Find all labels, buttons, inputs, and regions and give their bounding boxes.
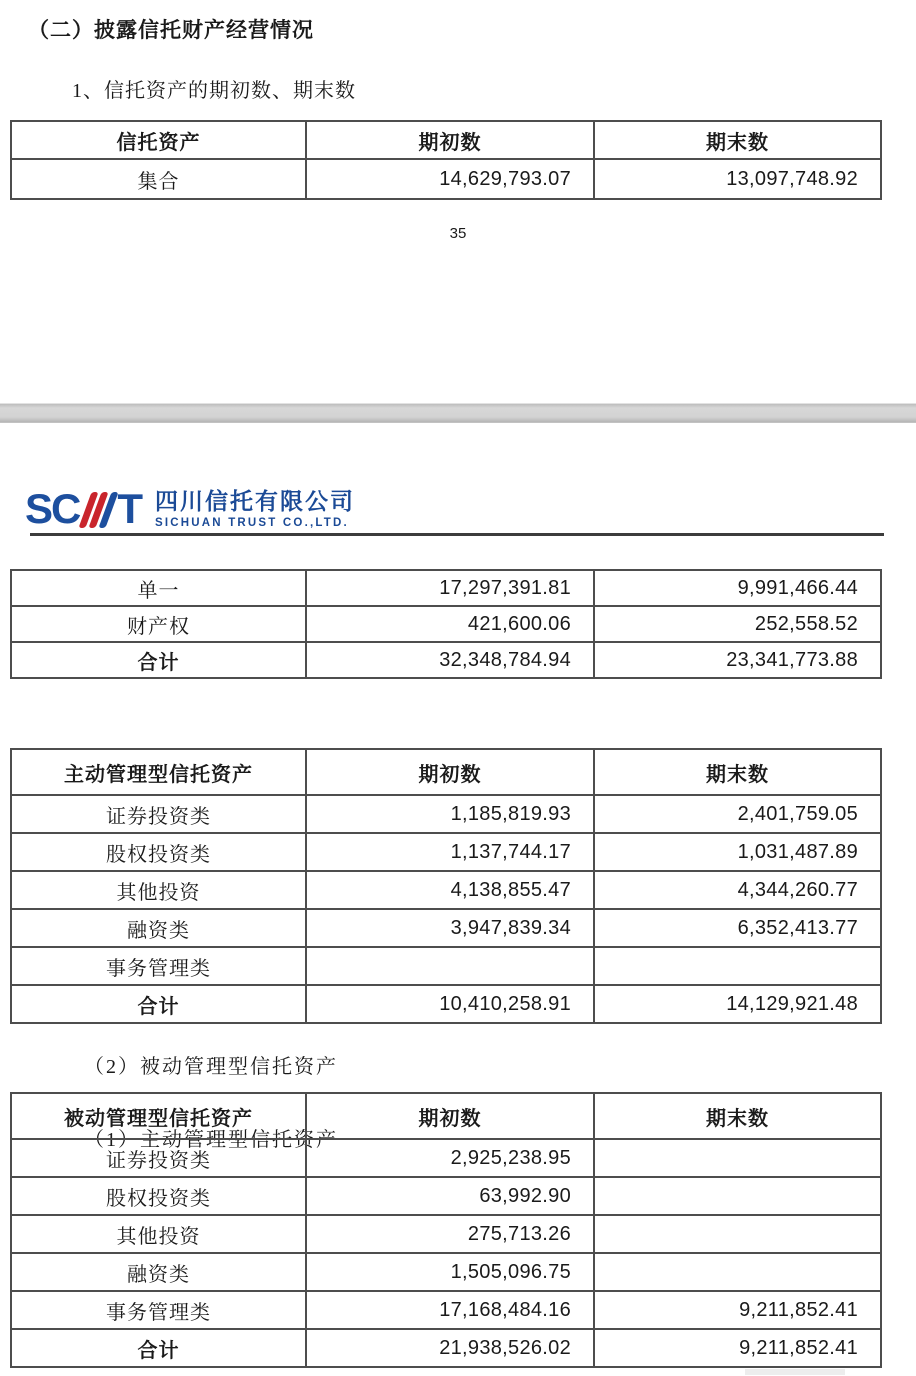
table-total-row <box>11 642 881 678</box>
passive-section-heading: （2）被动管理型信托资产 <box>84 1056 338 1078</box>
logo-stripes-icon <box>85 492 115 528</box>
company-logo <box>25 487 355 535</box>
closing-balance-cell <box>594 1139 881 1177</box>
row-label-cell: 其他投资 <box>11 1215 306 1253</box>
closing-balance-cell: 13,097,748.92 <box>594 159 881 199</box>
logo-mark <box>25 487 141 531</box>
table-row <box>11 833 881 871</box>
row-label-cell: 融资类 <box>11 909 306 947</box>
opening-balance-cell <box>306 947 594 985</box>
passive-management-table <box>10 1092 882 1368</box>
row-label-cell: 股权投资类 <box>11 1177 306 1215</box>
logo-letter-t: T <box>117 485 142 532</box>
opening-balance-cell: 2,925,238.95 <box>306 1139 594 1177</box>
closing-balance-cell <box>594 947 881 985</box>
closing-balance-cell: 1,031,487.89 <box>594 833 881 871</box>
logo-letter-s: S <box>25 485 52 532</box>
trust-assets-table-continuation <box>10 569 882 679</box>
table-row <box>11 570 881 606</box>
table-header-row <box>11 121 881 159</box>
company-name-en: SICHUAN TRUST CO.,LTD. <box>155 517 349 529</box>
table-total-row <box>11 1329 881 1367</box>
document-page-2 <box>0 423 916 1376</box>
opening-balance-cell: 17,168,484.16 <box>306 1291 594 1329</box>
logo-text <box>155 487 355 530</box>
page-edge-artifact <box>745 1369 845 1375</box>
opening-balance-cell: 1,505,096.75 <box>306 1253 594 1291</box>
row-label-cell: 证券投资类 <box>11 795 306 833</box>
trust-assets-table <box>10 120 882 200</box>
closing-balance-cell <box>594 1253 881 1291</box>
table-row <box>11 1139 881 1177</box>
row-label-cell: 事务管理类 <box>11 947 306 985</box>
table-row <box>11 606 881 642</box>
closing-balance-cell: 2,401,759.05 <box>594 795 881 833</box>
table-row <box>11 795 881 833</box>
active-section-heading: （1）主动管理型信托资产 <box>84 1129 338 1151</box>
opening-balance-cell: 3,947,839.34 <box>306 909 594 947</box>
list-heading: 1、信托资产的期初数、期末数 <box>72 80 356 102</box>
opening-balance-cell: 275,713.26 <box>306 1215 594 1253</box>
logo-letter-c: C <box>51 485 80 532</box>
table-row <box>11 909 881 947</box>
table-row <box>11 1291 881 1329</box>
table-row <box>11 1215 881 1253</box>
page-separator <box>0 403 916 423</box>
column-header: 主动管理型信托资产 <box>11 749 306 795</box>
closing-balance-cell: 4,344,260.77 <box>594 871 881 909</box>
closing-balance-cell: 252,558.52 <box>594 606 881 642</box>
document-page-1 <box>0 0 916 403</box>
closing-balance-cell <box>594 1215 881 1253</box>
row-label-cell: 事务管理类 <box>11 1291 306 1329</box>
closing-balance-cell: 6,352,413.77 <box>594 909 881 947</box>
company-name-cn: 四川信托有限公司 <box>155 488 356 514</box>
row-label-cell: 合计 <box>11 985 306 1023</box>
opening-balance-cell: 63,992.90 <box>306 1177 594 1215</box>
opening-balance-cell: 1,185,819.93 <box>306 795 594 833</box>
table-row <box>11 1177 881 1215</box>
column-header: 期末数 <box>594 121 881 159</box>
column-header: 信托资产 <box>11 121 306 159</box>
opening-balance-cell: 1,137,744.17 <box>306 833 594 871</box>
row-label-cell: 财产权 <box>11 606 306 642</box>
table-total-row <box>11 985 881 1023</box>
row-label-cell: 合计 <box>11 642 306 678</box>
closing-balance-cell: 14,129,921.48 <box>594 985 881 1023</box>
row-label-cell: 单一 <box>11 570 306 606</box>
table-row <box>11 947 881 985</box>
row-label-cell: 集合 <box>11 159 306 199</box>
header-rule <box>30 533 884 536</box>
closing-balance-cell <box>594 1177 881 1215</box>
opening-balance-cell: 10,410,258.91 <box>306 985 594 1023</box>
closing-balance-cell: 9,991,466.44 <box>594 570 881 606</box>
row-label-cell: 融资类 <box>11 1253 306 1291</box>
table-row <box>11 159 881 199</box>
table-header-row <box>11 749 881 795</box>
column-header: 被动管理型信托资产 <box>11 1093 306 1139</box>
opening-balance-cell: 21,938,526.02 <box>306 1329 594 1367</box>
opening-balance-cell: 14,629,793.07 <box>306 159 594 199</box>
table-header-row <box>11 1093 881 1139</box>
closing-balance-cell: 23,341,773.88 <box>594 642 881 678</box>
opening-balance-cell: 421,600.06 <box>306 606 594 642</box>
opening-balance-cell: 17,297,391.81 <box>306 570 594 606</box>
row-label-cell: 合计 <box>11 1329 306 1367</box>
column-header: 期初数 <box>306 749 594 795</box>
table-row <box>11 1253 881 1291</box>
closing-balance-cell: 9,211,852.41 <box>594 1291 881 1329</box>
closing-balance-cell: 9,211,852.41 <box>594 1329 881 1367</box>
column-header: 期末数 <box>594 1093 881 1139</box>
opening-balance-cell: 32,348,784.94 <box>306 642 594 678</box>
row-label-cell: 股权投资类 <box>11 833 306 871</box>
opening-balance-cell: 4,138,855.47 <box>306 871 594 909</box>
column-header: 期初数 <box>306 1093 594 1139</box>
row-label-cell: 其他投资 <box>11 871 306 909</box>
column-header: 期末数 <box>594 749 881 795</box>
table-row <box>11 871 881 909</box>
section-heading: （二）披露信托财产经营情况 <box>28 18 314 42</box>
column-header: 期初数 <box>306 121 594 159</box>
row-label-cell: 证券投资类 <box>11 1139 306 1177</box>
page-number: 35 <box>449 225 467 242</box>
active-management-table <box>10 748 882 1024</box>
